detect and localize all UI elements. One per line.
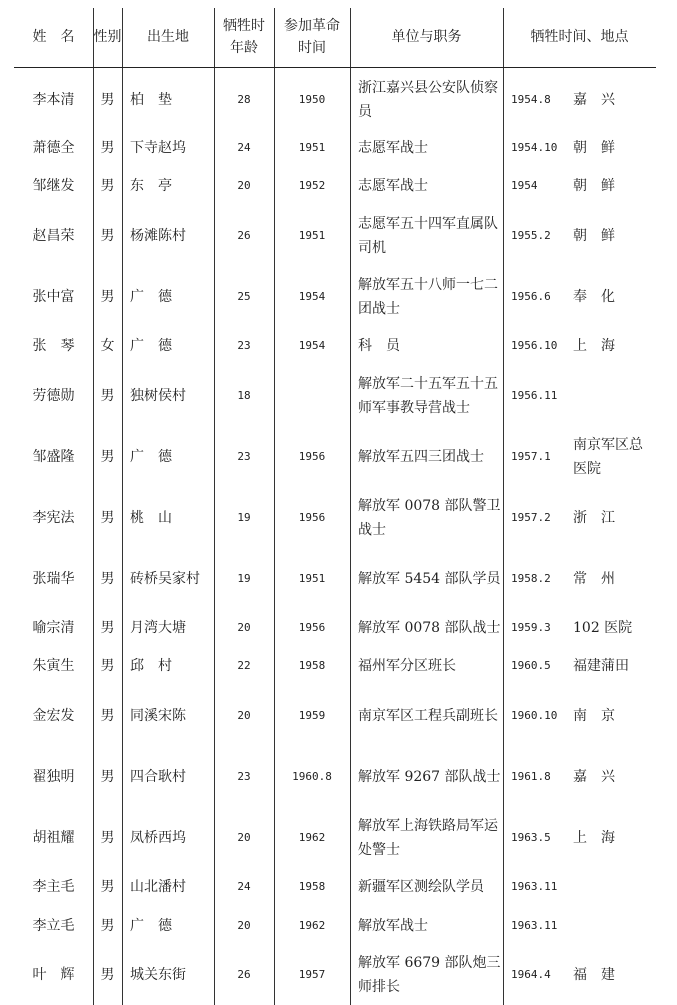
cell-birthplace: 杨滩陈村	[130, 228, 186, 244]
header-unit: 单位与职务	[391, 29, 462, 45]
cell-name: 叶 辉	[32, 967, 75, 983]
cell-name: 翟独明	[32, 769, 75, 785]
cell-death	[503, 604, 656, 652]
cell-death	[503, 869, 656, 905]
header-age: 牺牲时 年龄	[223, 18, 265, 56]
death-place: 浙 江	[573, 510, 615, 526]
cell-name: 金宏发	[32, 708, 75, 724]
cell-age: 20	[237, 709, 251, 722]
cell-birthplace: 月湾大塘	[130, 620, 186, 636]
cell-age: 23	[237, 770, 251, 783]
column-divider	[274, 8, 275, 1005]
cell-death	[503, 328, 656, 364]
death-date: 1961.8	[511, 770, 551, 783]
cell-name: 张中富	[32, 289, 75, 305]
cell-name: 李立毛	[32, 918, 75, 934]
header-rule	[14, 67, 656, 68]
cell-birthplace: 砖桥吴家村	[130, 571, 200, 587]
death-date: 1954.8	[511, 93, 551, 106]
cell-birthplace: 广 德	[130, 338, 172, 354]
cell-unit: 志愿军战士	[358, 140, 428, 156]
cell-death	[503, 692, 656, 740]
cell-birthplace: 下寺赵坞	[130, 140, 186, 156]
cell-age: 23	[237, 450, 251, 463]
cell-gender: 男	[100, 449, 115, 465]
cell-join: 1954	[298, 339, 326, 352]
cell-join: 1956	[298, 621, 326, 634]
cell-age: 19	[237, 511, 251, 524]
cell-birthplace: 邱 村	[130, 658, 172, 674]
cell-join: 1962	[298, 831, 326, 844]
cell-join: 1951	[298, 229, 326, 242]
cell-age: 24	[237, 141, 251, 154]
cell-birthplace: 广 德	[130, 289, 172, 305]
cell-unit: 志愿军战士	[358, 178, 428, 194]
death-date: 1956.11	[511, 389, 558, 402]
cell-join: 1951	[298, 572, 326, 585]
cell-gender: 男	[100, 918, 115, 934]
death-place: 南 京	[573, 708, 615, 724]
death-date: 1957.1	[511, 450, 551, 463]
death-date: 1955.2	[511, 229, 551, 242]
cell-death	[503, 273, 656, 321]
death-place: 福 建	[573, 967, 615, 983]
cell-birthplace: 山北潘村	[130, 879, 186, 895]
death-place: 朝 鲜	[573, 140, 615, 156]
cell-birthplace: 广 德	[130, 449, 172, 465]
cell-join: 1959	[298, 709, 326, 722]
cell-gender: 男	[100, 830, 115, 846]
cell-join: 1962	[298, 919, 326, 932]
cell-unit: 志愿军五十四军直属队司机	[358, 216, 498, 256]
cell-gender: 男	[100, 620, 115, 636]
cell-gender: 男	[100, 571, 115, 587]
cell-unit: 南京军区工程兵副班长	[358, 708, 498, 724]
death-date: 1954	[511, 179, 538, 192]
cell-birthplace: 四合耿村	[130, 769, 186, 785]
cell-age: 18	[237, 389, 251, 402]
cell-death	[503, 648, 656, 684]
cell-death	[503, 212, 656, 260]
cell-age: 20	[237, 179, 251, 192]
cell-age: 19	[237, 572, 251, 585]
cell-name: 李主毛	[32, 879, 75, 895]
death-date: 1963.11	[511, 919, 558, 932]
cell-age: 26	[237, 229, 251, 242]
cell-birthplace: 同溪宋陈	[130, 708, 186, 724]
cell-age: 25	[237, 290, 251, 303]
cell-gender: 男	[100, 289, 115, 305]
cell-death	[503, 168, 656, 204]
cell-unit: 解放军 5454 部队学员	[358, 571, 501, 587]
cell-unit: 福州军分区班长	[358, 658, 456, 674]
cell-death	[503, 555, 656, 603]
column-divider	[214, 8, 215, 1005]
cell-death	[503, 951, 656, 999]
death-place: 嘉 兴	[573, 769, 615, 785]
cell-name: 劳德勋	[32, 388, 75, 404]
cell-age: 20	[237, 621, 251, 634]
cell-age: 28	[237, 93, 251, 106]
cell-unit: 解放军上海铁路局军运处警士	[358, 818, 498, 858]
cell-birthplace: 广 德	[130, 918, 172, 934]
header-join-year: 参加革命 时间	[284, 18, 340, 56]
cell-name: 朱寅生	[32, 658, 75, 674]
cell-name: 赵昌荣	[32, 228, 75, 244]
cell-name: 张瑞华	[32, 571, 75, 587]
cell-join: 1950	[298, 93, 326, 106]
cell-age: 20	[237, 831, 251, 844]
death-place: 南京军区总医院	[573, 437, 643, 477]
cell-join: 1956	[298, 511, 326, 524]
cell-join: 1960.8	[292, 770, 332, 783]
death-place: 102 医院	[573, 620, 633, 636]
column-divider	[503, 8, 504, 1005]
cell-unit: 科 员	[358, 338, 400, 354]
cell-gender: 男	[100, 228, 115, 244]
cell-join: 1958	[298, 880, 326, 893]
cell-name: 张 琴	[32, 338, 75, 354]
cell-death	[503, 130, 656, 166]
cell-unit: 解放军 0078 部队战士	[358, 620, 501, 636]
cell-name: 萧德全	[32, 140, 75, 156]
cell-gender: 男	[100, 708, 115, 724]
cell-name: 胡祖耀	[32, 830, 75, 846]
cell-death	[503, 908, 656, 944]
cell-join: 1958	[298, 659, 326, 672]
cell-gender: 男	[100, 769, 115, 785]
cell-unit: 新疆军区测绘队学员	[358, 879, 484, 895]
cell-age: 24	[237, 880, 251, 893]
cell-gender: 男	[100, 879, 115, 895]
cell-unit: 解放军五十八师一七二团战士	[358, 277, 498, 317]
cell-unit: 解放军 6679 部队炮三师排长	[358, 955, 501, 995]
death-date: 1954.10	[511, 141, 558, 154]
cell-gender: 男	[100, 967, 115, 983]
death-date: 1960.5	[511, 659, 551, 672]
death-place: 福建蒲田	[573, 658, 629, 674]
death-place: 朝 鲜	[573, 228, 615, 244]
death-date: 1956.10	[511, 339, 558, 352]
cell-name: 李本清	[32, 92, 75, 108]
cell-birthplace: 东 亭	[130, 178, 172, 194]
cell-name: 邹继发	[32, 178, 75, 194]
cell-join: 1952	[298, 179, 326, 192]
cell-join	[274, 366, 350, 426]
cell-name: 李宪法	[32, 510, 75, 526]
cell-name: 邹盛隆	[32, 449, 75, 465]
death-date: 1964.4	[511, 968, 551, 981]
header-name: 姓 名	[32, 29, 75, 45]
death-place: 朝 鲜	[573, 178, 615, 194]
cell-unit: 解放军战士	[358, 918, 428, 934]
cell-birthplace: 凤桥西坞	[130, 830, 186, 846]
cell-death	[503, 814, 656, 862]
death-date: 1956.6	[511, 290, 551, 303]
cell-age: 26	[237, 968, 251, 981]
death-date: 1963.5	[511, 831, 551, 844]
column-divider	[122, 8, 123, 1005]
cell-unit: 解放军二十五军五十五师军事教导营战士	[358, 376, 498, 416]
death-place: 奉 化	[573, 289, 615, 305]
cell-birthplace: 桃 山	[130, 510, 172, 526]
column-divider	[350, 8, 351, 1005]
cell-gender: 女	[100, 338, 115, 354]
cell-death	[503, 753, 656, 801]
header-gender: 性别	[93, 29, 122, 45]
cell-join: 1957	[298, 968, 326, 981]
cell-join: 1956	[298, 450, 326, 463]
death-date: 1957.2	[511, 511, 551, 524]
cell-gender: 男	[100, 92, 115, 108]
cell-join: 1954	[298, 290, 326, 303]
cell-birthplace: 独树侯村	[130, 388, 186, 404]
cell-gender: 男	[100, 140, 115, 156]
cell-birthplace: 城关东街	[130, 967, 186, 983]
cell-death	[503, 494, 656, 542]
cell-gender: 男	[100, 510, 115, 526]
cell-unit: 解放军五四三团战士	[358, 449, 484, 465]
cell-unit: 浙江嘉兴县公安队侦察员	[358, 80, 498, 120]
death-place: 上 海	[573, 830, 615, 846]
cell-death	[503, 433, 656, 481]
death-date: 1963.11	[511, 880, 558, 893]
cell-death	[503, 366, 656, 426]
header-birthplace: 出生地	[147, 29, 189, 45]
cell-death	[503, 76, 656, 124]
cell-name: 喻宗清	[32, 620, 75, 636]
cell-age: 22	[237, 659, 251, 672]
cell-age: 20	[237, 919, 251, 932]
death-date: 1960.10	[511, 709, 558, 722]
cell-unit: 解放军 0078 部队警卫战士	[358, 498, 501, 538]
header-death: 牺牲时间、地点	[530, 29, 629, 45]
cell-gender: 男	[100, 388, 115, 404]
cell-birthplace: 柏 垫	[130, 92, 172, 108]
cell-age: 23	[237, 339, 251, 352]
cell-unit: 解放军 9267 部队战士	[358, 769, 501, 785]
column-divider	[93, 8, 94, 1005]
cell-join: 1951	[298, 141, 326, 154]
cell-gender: 男	[100, 178, 115, 194]
death-place: 嘉 兴	[573, 92, 615, 108]
cell-gender: 男	[100, 658, 115, 674]
death-date: 1959.3	[511, 621, 551, 634]
death-place: 常 州	[573, 571, 615, 587]
death-date: 1958.2	[511, 572, 551, 585]
death-place: 上 海	[573, 338, 615, 354]
